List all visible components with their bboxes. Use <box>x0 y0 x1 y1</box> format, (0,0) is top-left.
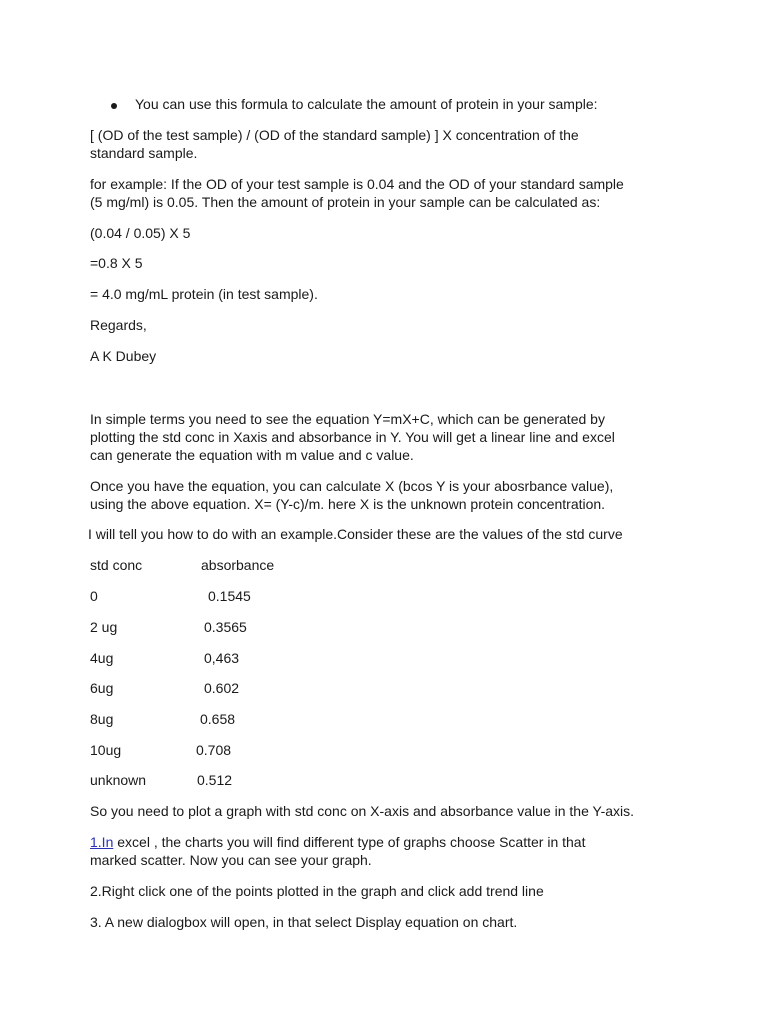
calculation-line-1: (0.04 / 0.05) X 5 <box>90 225 191 241</box>
example-line-1: for example: If the OD of your test sample is 0.04 and the OD of your standard sample <box>90 176 624 192</box>
row-conc: 2 ug <box>90 619 118 635</box>
row-conc: 0 <box>90 588 98 604</box>
step-1-line-2: marked scatter. Now you can see your graph. <box>90 852 372 868</box>
row-absorbance: 0.1545 <box>208 588 251 604</box>
row-absorbance: 0.602 <box>204 680 240 696</box>
row-absorbance: 0.658 <box>200 711 236 727</box>
header-absorbance: absorbance <box>201 557 275 573</box>
bullet-text: You can use this formula to calculate the amount of protein in your sample: <box>135 96 598 112</box>
row-absorbance: 0.708 <box>196 742 232 758</box>
plot-instruction: So you need to plot a graph with std conc on X-axis and absorbance value in the Y-axis. <box>90 803 635 819</box>
step-1-text: excel , the charts you will find different type of graphs choose Scatter in that <box>113 834 586 850</box>
row-conc: unknown <box>90 772 147 788</box>
row-absorbance: 0.512 <box>197 772 233 788</box>
calculation-line-2: =0.8 X 5 <box>90 255 143 271</box>
row-conc: 6ug <box>90 680 114 696</box>
formula-line-1: [ (OD of the test sample) / (OD of the standard sample) ] X concentration of the <box>90 127 579 143</box>
table-row <box>90 679 240 697</box>
simple-terms-line-2: plotting the std conc in Xaxis and absorbance in Y. You will get a linear line and excel <box>90 429 615 445</box>
row-conc: 8ug <box>90 711 114 727</box>
once-equation-line-1: Once you have the equation, you can calculate X (bcos Y is your abosrbance value), <box>90 478 614 494</box>
header-std-conc: std conc <box>90 557 143 573</box>
table-row <box>90 649 240 667</box>
table-header <box>90 556 275 574</box>
calculation-result: = 4.0 mg/mL protein (in test sample). <box>90 286 318 302</box>
simple-terms-line-3: can generate the equation with m value and c value. <box>90 447 414 463</box>
table-row <box>90 587 251 605</box>
step-1-line-1 <box>90 833 690 851</box>
regards-text: Regards, <box>90 317 147 333</box>
step-2-text: 2.Right click one of the points plotted in the graph and click add trend line <box>90 883 544 899</box>
table-row <box>90 618 247 636</box>
table-row <box>90 771 233 789</box>
row-absorbance: 0.3565 <box>204 619 247 635</box>
bullet-point-icon <box>111 103 117 109</box>
once-equation-line-2: using the above equation. X= (Y-c)/m. here X is the unknown protein concentration. <box>90 496 606 512</box>
table-row <box>90 741 232 759</box>
example-intro: I will tell you how to do with an example.Consider these are the values of the std curve <box>88 526 623 542</box>
step-1-link[interactable]: 1.In <box>90 834 114 850</box>
example-line-2: (5 mg/ml) is 0.05. Then the amount of protein in your sample can be calculated as: <box>90 194 601 210</box>
author-name: A K Dubey <box>90 348 157 364</box>
formula-line-2: standard sample. <box>90 145 198 161</box>
simple-terms-line-1: In simple terms you need to see the equation Y=mX+C, which can be generated by <box>90 411 605 427</box>
row-conc: 4ug <box>90 650 114 666</box>
step-3-text: 3. A new dialogbox will open, in that select Display equation on chart. <box>90 914 518 930</box>
table-row <box>90 710 236 728</box>
row-absorbance: 0,463 <box>204 650 240 666</box>
row-conc: 10ug <box>90 742 122 758</box>
